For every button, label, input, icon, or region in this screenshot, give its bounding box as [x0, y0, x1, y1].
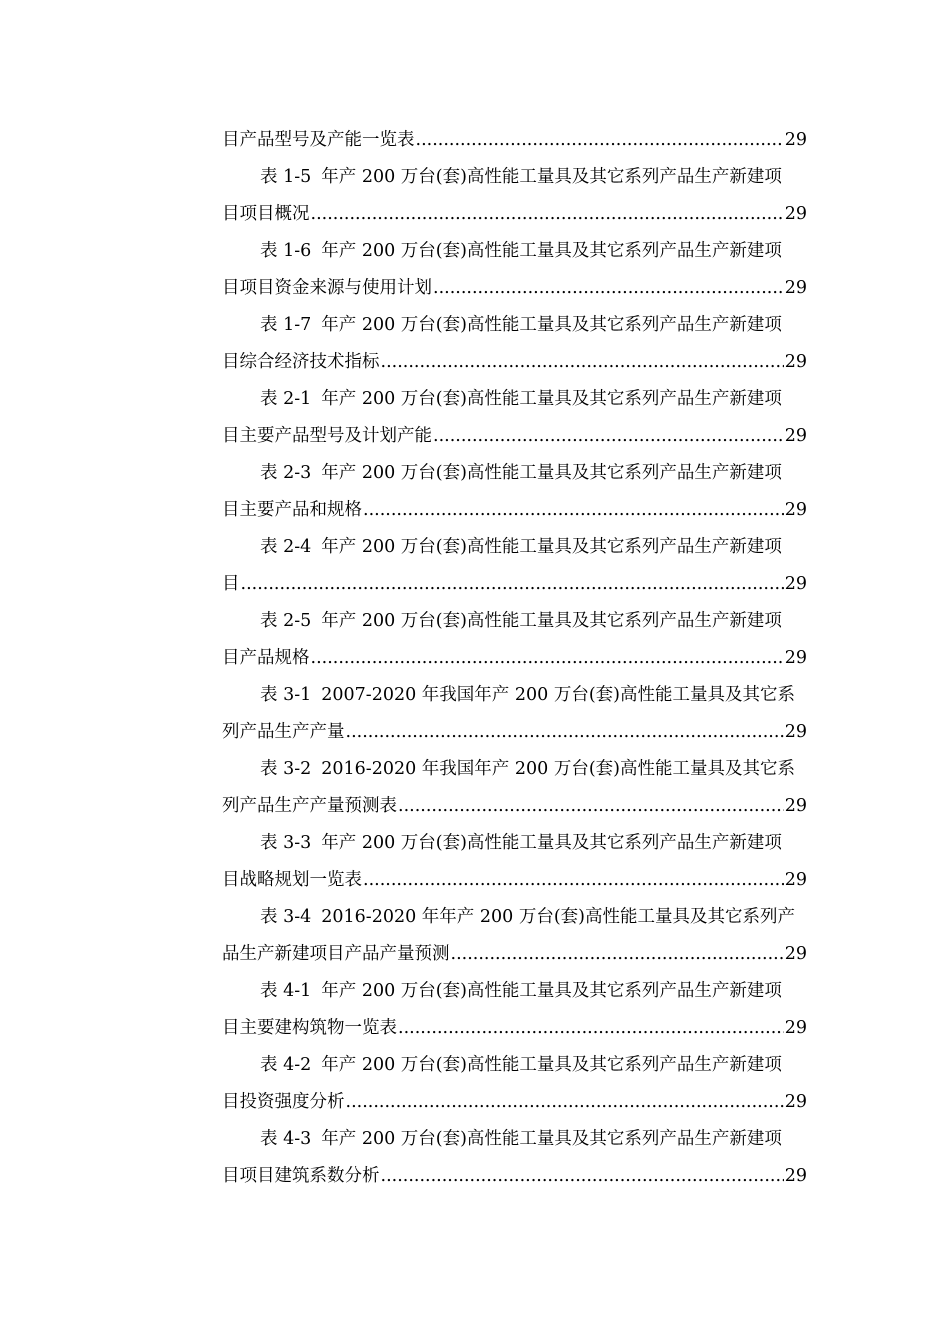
toc-entry-line[interactable]: [222, 751, 807, 788]
toc-leader-dots: [451, 936, 784, 973]
toc-entry-line[interactable]: [222, 1047, 807, 1084]
toc-entry-label: 表 4-3: [260, 1129, 312, 1149]
toc-entry-title: 2007-2020 年我国年产 200 万台(套)高性能工量具及其它系: [321, 685, 795, 705]
toc-entry-label: 表 1-5: [260, 167, 312, 187]
toc-entry-title-continuation: 目项目概况: [222, 204, 310, 224]
toc-entry-label: 表 2-3: [260, 463, 312, 483]
toc-entry-line[interactable]: [222, 862, 807, 899]
toc-entry-line[interactable]: [222, 122, 807, 159]
toc-entry-label: 表 2-1: [260, 389, 312, 409]
toc-entry-title-continuation: 目产品型号及产能一览表: [222, 130, 415, 150]
toc-page-number: 29: [784, 944, 807, 964]
toc-leader-dots: [346, 1084, 784, 1121]
toc-entry-line[interactable]: [222, 418, 807, 455]
toc-leader-dots: [398, 1010, 784, 1047]
toc-entry-line[interactable]: [222, 307, 807, 344]
toc-entry-title-continuation: 目主要建构筑物一览表: [222, 1018, 397, 1038]
toc-page-number: 29: [784, 1166, 807, 1186]
toc-page-number: 29: [784, 426, 807, 446]
toc-entry-label: 表 4-1: [260, 981, 312, 1001]
toc-entry-label: 表 3-4: [260, 907, 312, 927]
toc-entry-title-continuation: 目综合经济技术指标: [222, 352, 380, 372]
toc-page-number: 29: [784, 130, 807, 150]
toc-entry-line[interactable]: [222, 936, 807, 973]
toc-page-number: 29: [784, 1018, 807, 1038]
toc-leader-dots: [241, 566, 784, 603]
toc-entry-line[interactable]: [222, 1084, 807, 1121]
toc-entry-line[interactable]: [222, 640, 807, 677]
toc-leader-dots: [363, 862, 784, 899]
toc-leader-dots: [363, 492, 784, 529]
toc-entry-label: 表 1-6: [260, 241, 312, 261]
toc-entry-label: 表 3-2: [260, 759, 312, 779]
toc-entry-line[interactable]: [222, 899, 807, 936]
toc-page-number: 29: [784, 722, 807, 742]
toc-leader-dots: [311, 196, 784, 233]
toc-entry-title: 年产 200 万台(套)高性能工量具及其它系列产品生产新建项: [321, 981, 782, 1001]
toc-entry-title: 年产 200 万台(套)高性能工量具及其它系列产品生产新建项: [321, 463, 782, 483]
toc-entry-label: 表 2-4: [260, 537, 312, 557]
toc-entry-line[interactable]: [222, 603, 807, 640]
toc-entry-title-continuation: 目战略规划一览表: [222, 870, 362, 890]
toc-entry-title-continuation: 品生产新建项目产品产量预测: [222, 944, 450, 964]
toc-entry-line[interactable]: [222, 788, 807, 825]
toc-entry-title-continuation: 列产品生产产量预测表: [222, 796, 397, 816]
toc-entry-line[interactable]: [222, 233, 807, 270]
toc-entry-label: 表 1-7: [260, 315, 312, 335]
toc-leader-dots: [433, 270, 784, 307]
toc-entry-title: 年产 200 万台(套)高性能工量具及其它系列产品生产新建项: [321, 389, 782, 409]
toc-entry-line[interactable]: [222, 492, 807, 529]
toc-entry-label: 表 3-1: [260, 685, 312, 705]
toc-page-number: 29: [784, 1092, 807, 1112]
toc-entry-line[interactable]: [222, 973, 807, 1010]
toc-leader-dots: [398, 788, 784, 825]
toc-entry-line[interactable]: [222, 566, 807, 603]
toc-entry-title-continuation: 目: [222, 574, 240, 594]
toc-entry-title: 年产 200 万台(套)高性能工量具及其它系列产品生产新建项: [321, 537, 782, 557]
toc-entry-title-continuation: 目产品规格: [222, 648, 310, 668]
toc-entry-title: 年产 200 万台(套)高性能工量具及其它系列产品生产新建项: [321, 167, 782, 187]
toc-leader-dots: [381, 1158, 784, 1195]
toc-entry-label: 表 4-2: [260, 1055, 312, 1075]
toc-leader-dots: [416, 122, 784, 159]
toc-page-number: 29: [784, 796, 807, 816]
toc-entry-line[interactable]: [222, 714, 807, 751]
toc-entry-label: 表 2-5: [260, 611, 312, 631]
toc-entry-line[interactable]: [222, 270, 807, 307]
toc-entry-line[interactable]: [222, 1158, 807, 1195]
toc-leader-dots: [311, 640, 784, 677]
toc-page-number: 29: [784, 574, 807, 594]
toc-entry-title-continuation: 目主要产品和规格: [222, 500, 362, 520]
toc-entry-title-continuation: 目项目建筑系数分析: [222, 1166, 380, 1186]
toc-entry-line[interactable]: [222, 1010, 807, 1047]
toc-page: [222, 122, 807, 1195]
toc-entry-label: 表 3-3: [260, 833, 312, 853]
toc-entry-title: 年产 200 万台(套)高性能工量具及其它系列产品生产新建项: [321, 1055, 782, 1075]
toc-entry-title: 年产 200 万台(套)高性能工量具及其它系列产品生产新建项: [321, 315, 782, 335]
toc-page-number: 29: [784, 204, 807, 224]
toc-entry-title-continuation: 列产品生产产量: [222, 722, 345, 742]
toc-entry-line[interactable]: [222, 825, 807, 862]
toc-page-number: 29: [784, 278, 807, 298]
toc-entry-title: 年产 200 万台(套)高性能工量具及其它系列产品生产新建项: [321, 241, 782, 261]
toc-entry-title: 2016-2020 年年产 200 万台(套)高性能工量具及其它系列产: [321, 907, 795, 927]
toc-page-number: 29: [784, 352, 807, 372]
toc-page-number: 29: [784, 870, 807, 890]
toc-page-number: 29: [784, 648, 807, 668]
toc-entry-line[interactable]: [222, 159, 807, 196]
toc-entry-line[interactable]: [222, 677, 807, 714]
toc-entry-title-continuation: 目主要产品型号及计划产能: [222, 426, 432, 446]
toc-page-number: 29: [784, 500, 807, 520]
toc-entry-title: 年产 200 万台(套)高性能工量具及其它系列产品生产新建项: [321, 833, 782, 853]
toc-entry-title-continuation: 目投资强度分析: [222, 1092, 345, 1112]
toc-entry-title: 2016-2020 年我国年产 200 万台(套)高性能工量具及其它系: [321, 759, 795, 779]
toc-leader-dots: [381, 344, 784, 381]
toc-entry-line[interactable]: [222, 196, 807, 233]
toc-entry-title: 年产 200 万台(套)高性能工量具及其它系列产品生产新建项: [321, 611, 782, 631]
toc-entry-title: 年产 200 万台(套)高性能工量具及其它系列产品生产新建项: [321, 1129, 782, 1149]
toc-leader-dots: [433, 418, 784, 455]
toc-entry-line[interactable]: [222, 344, 807, 381]
toc-entry-line[interactable]: [222, 381, 807, 418]
toc-entry-line[interactable]: [222, 455, 807, 492]
toc-entry-line[interactable]: [222, 529, 807, 566]
toc-leader-dots: [346, 714, 784, 751]
toc-entry-title-continuation: 目项目资金来源与使用计划: [222, 278, 432, 298]
toc-entry-line[interactable]: [222, 1121, 807, 1158]
